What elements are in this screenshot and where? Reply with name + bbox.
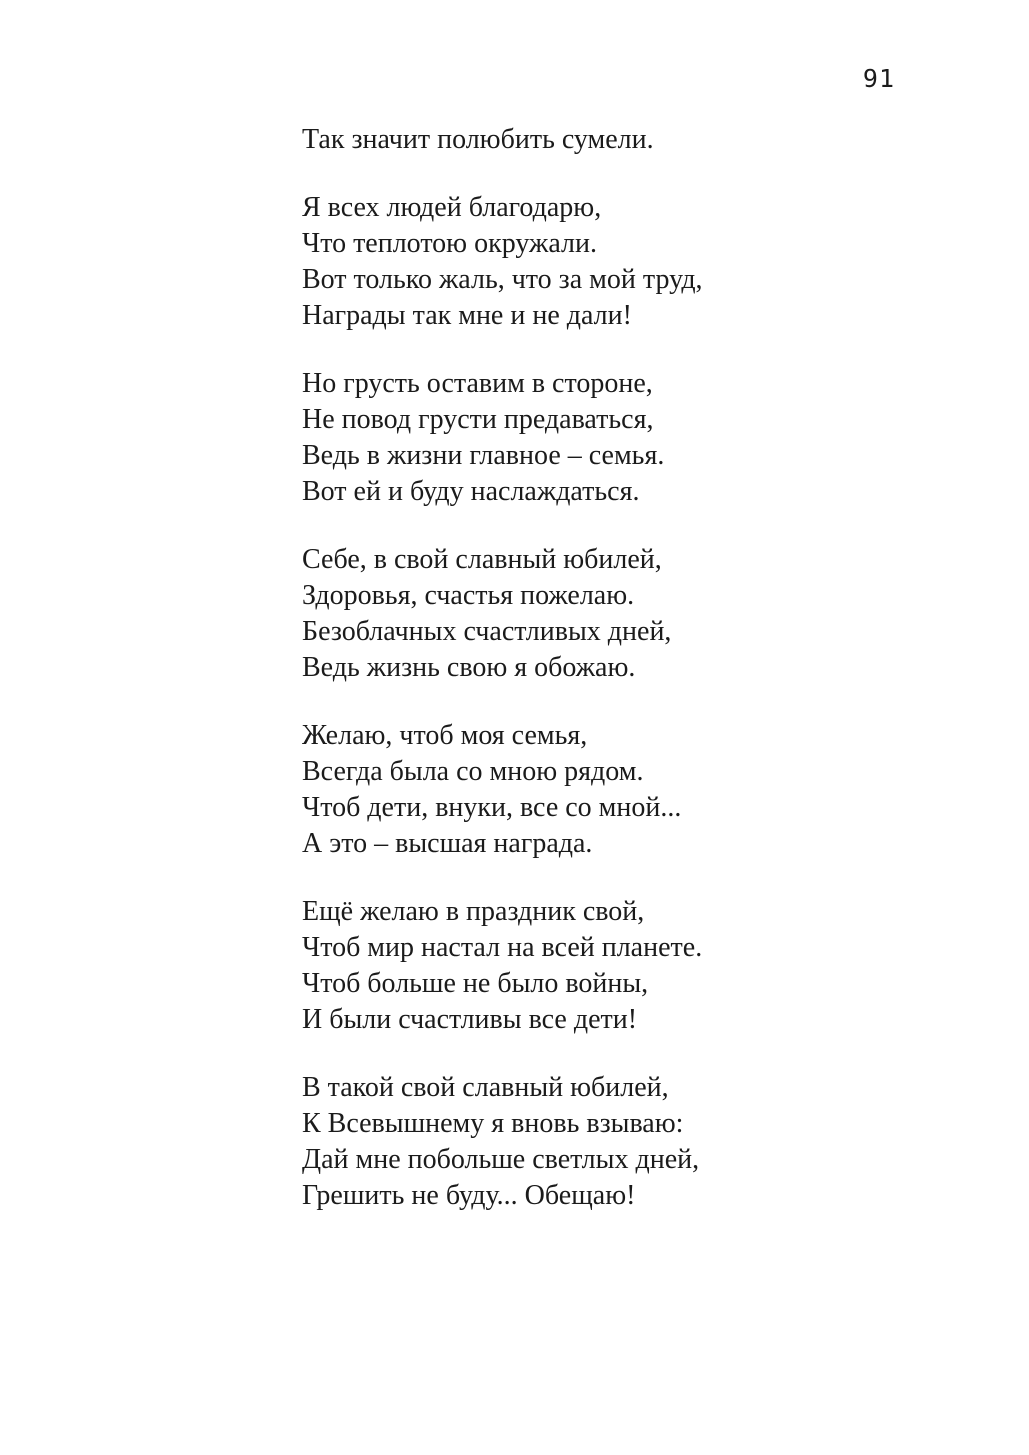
poem-line: Грешить не буду... Обещаю!	[302, 1180, 636, 1211]
poem-stanza	[302, 122, 703, 158]
poem-line: К Всевышнему я вновь взываю:	[302, 1108, 684, 1139]
poem-line: Чтоб больше не было войны,	[302, 968, 649, 999]
poem-stanza	[302, 542, 703, 686]
poem-line: Себе, в свой славный юбилей,	[302, 544, 662, 575]
poem-line: А это – высшая награда.	[302, 828, 593, 859]
poem-line: Так значит полюбить сумели.	[302, 124, 654, 155]
poem-line: И были счастливы все дети!	[302, 1004, 638, 1035]
poem-line: Не повод грусти предаваться,	[302, 404, 654, 435]
poem-line: Вот только жаль, что за мой труд,	[302, 264, 703, 295]
poem-line: Здоровья, счастья пожелаю.	[302, 580, 635, 611]
poem-line: Ещё желаю в праздник свой,	[302, 896, 645, 927]
poem-stanza	[302, 718, 703, 862]
poem-line: Вот ей и буду наслаждаться.	[302, 476, 640, 507]
poem-line: Чтоб дети, внуки, все со мной...	[302, 792, 682, 823]
poem-line: Ведь в жизни главное – семья.	[302, 440, 665, 471]
poem-line: Ведь жизнь свою я обожаю.	[302, 652, 636, 683]
poem-line: Но грусть оставим в стороне,	[302, 368, 653, 399]
poem-stanza	[302, 1070, 703, 1214]
poem-line: Безоблачных счастливых дней,	[302, 616, 672, 647]
page-number: 91	[862, 64, 895, 93]
poem-stanza	[302, 366, 703, 510]
poem-line: Что теплотою окружали.	[302, 228, 597, 259]
poem-line: Дай мне побольше светлых дней,	[302, 1144, 700, 1175]
poem-line: В такой свой славный юбилей,	[302, 1072, 669, 1103]
poem-stanza	[302, 894, 703, 1038]
poem-line: Я всех людей благодарю,	[302, 192, 602, 223]
poem-line: Желаю, чтоб моя семья,	[302, 720, 588, 751]
poem-line: Награды так мне и не дали!	[302, 300, 632, 331]
poem-stanza	[302, 190, 703, 334]
poem-line: Всегда была со мною рядом.	[302, 756, 644, 787]
poem-body	[302, 122, 703, 1214]
poem-line: Чтоб мир настал на всей планете.	[302, 932, 703, 963]
